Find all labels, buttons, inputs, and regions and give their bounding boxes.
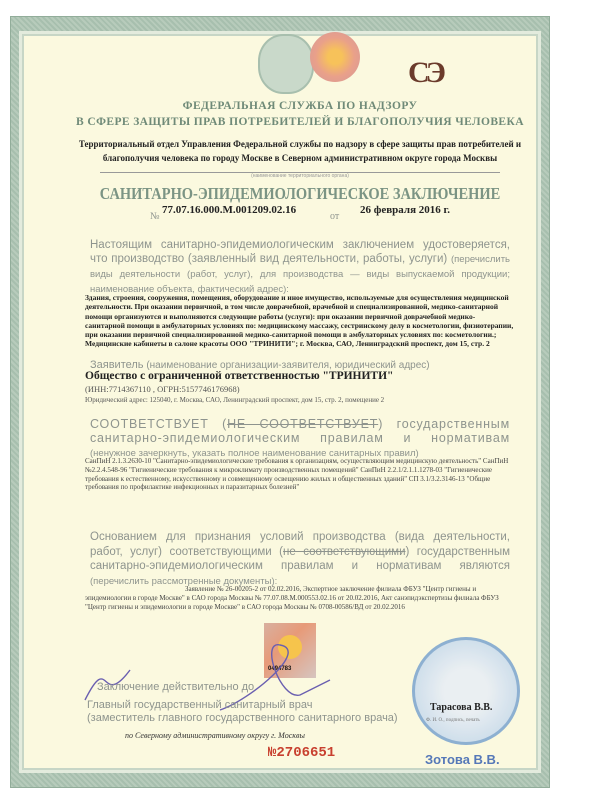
- signer-caption: Ф. И. О., подпись, печать: [426, 718, 480, 723]
- blank-number: №2706651: [268, 745, 336, 761]
- deputy-doctor: (заместитель главного государственного санитарного врача): [87, 712, 398, 724]
- number-prefix: №: [150, 211, 160, 222]
- agency-line-1: ФЕДЕРАЛЬНАЯ СЛУЖБА ПО НАДЗОРУ: [182, 100, 418, 112]
- se-logo: СЭ: [408, 56, 443, 89]
- intro-main: Настоящим санитарно-эпидемиологическим заключением удостоверяется, что производство (заявленный вид деятельности, работы, услуги): [90, 239, 510, 265]
- basis-part1: Основанием для признания условий производства (вида деятельности, работ, услуг) соответствующими (: [90, 531, 510, 558]
- conformity-word: СООТВЕТСТВУЕТ (: [90, 417, 228, 431]
- intro-hint: (перечислить виды деятельности (работ, услуг), для производства — виды выпускаемой продукции; наименование объекта, фактический адрес):: [90, 254, 510, 295]
- date-prefix: от: [330, 211, 340, 222]
- valid-until: Заключение действительно до: [97, 681, 255, 693]
- signer-name: Тарасова В.В.: [430, 702, 493, 713]
- conformity-rest: ) государственным санитарно-эпидемиологическим правилам и нормативам: [90, 417, 510, 445]
- district: по Северному административному округу г. Москвы: [125, 731, 305, 740]
- applicant-address: Юридический адрес: 125040, г. Москва, САО, Ленинградский проспект, дом 15, стр. 2, помещение 2: [85, 396, 385, 404]
- conformity-hint: (ненужное зачеркнуть, указать полное наименование санитарных правил): [90, 448, 419, 459]
- intro-text: [90, 238, 510, 297]
- basis-hint: (перечислить рассмотренные документы):: [90, 575, 278, 587]
- territorial-office: Территориальный отдел Управления Федеральной службы по надзору в сфере защиты прав потребителей и благополучия человека по городу Москве в Северном административном округе города Москвы: [78, 139, 522, 163]
- chief-doctor: Главный государственный санитарный врач: [87, 699, 313, 711]
- struck-not-corresponding: не соответствующими: [283, 545, 406, 558]
- hologram-code: 0494783: [268, 666, 292, 672]
- basis-part2: ) государственным санитарно-эпидемиологическим правилам и нормативам являются: [90, 545, 510, 572]
- applicant-ids: (ИНН:7714367110 , ОГРН:5157746176968): [85, 384, 240, 394]
- round-stamp: [412, 637, 520, 745]
- sanitary-rules: СанПиН 2.1.3.2630-10 "Санитарно-эпидемиологические требования к организациям, осуществляющим медицинскую деятельность" СанПиН №2.2.4.548-96 "Гигиенические требования к микроклимату производственных помещений" СанПиН 2.2.1/2.1.1.1278-03 "Гигиенические требования к естественному, искусственному и совмещенному освещению жилых и общественных зданий" СП 3.1/3.2.3146-13 "Общие требования по профилактике инфекционных и паразитарных болезней": [85, 457, 509, 492]
- certifier-stamp: Зотова В.В.: [425, 752, 500, 767]
- hologram-icon: [310, 32, 360, 82]
- basis-text: [90, 530, 510, 589]
- activity-description: Здания, строения, сооружения, помещения, оборудование и иное имущество, используемые для осуществления медицинской деятельности. При оказании первичной, в том числе доврачебной, врачебной и специализированной, медико-санитарной помощи организуются и выполняются следующие работы (услуги): при оказании первичной доврачебной медико-санитарной помощи в амбулаторных условиях по: медицинскому массажу, сестринскому делу в косметологии, физиотерапии, при оказании первичной специализированной медико-санитарной помощи в амбулаторных условиях по: косметологии.; Медицинские кабинеты в салоне красоты ООО "ТРИНИТИ"; г. Москва, САО, Ленинградский проспект, дом 15, стр. 2: [85, 293, 514, 349]
- certificate-date: 26 февраля 2016 г.: [360, 204, 451, 216]
- applicant-label: Заявитель: [90, 359, 144, 371]
- conformity-text: [90, 417, 510, 461]
- emblem-icon: [258, 34, 314, 94]
- territorial-caption: (наименование территориального органа): [251, 173, 349, 179]
- applicant-name: Общество с ограниченной ответственностью "ТРИНИТИ": [85, 370, 394, 382]
- applicant-hint: (наименование организации-заявителя, юридический адрес): [146, 360, 430, 371]
- agency-line-2: В СФЕРЕ ЗАЩИТЫ ПРАВ ПОТРЕБИТЕЛЕЙ И БЛАГОПОЛУЧИЯ ЧЕЛОВЕКА: [76, 116, 524, 128]
- struck-not-conform: НЕ СООТВЕТСТВУЕТ: [227, 417, 379, 431]
- document-title: САНИТАРНО-ЭПИДЕМИОЛОГИЧЕСКОЕ ЗАКЛЮЧЕНИЕ: [99, 184, 501, 203]
- basis-documents: Заявление № 26-00205-2 от 02.02.2016, Экспертное заключение филиала ФБУЗ "Центр гигиены и эпидемиологии в городе Москве" в САО города Москвы № 77.07.08.М.000553.02.16 от 20.02.2016, Акт санэпидэкспертизы филиала ФБУЗ "Центр гигиены и эпидемиологии в городе Москве" в САО города Москвы № 0708-00586/ВД от 20.02.2016: [85, 585, 499, 611]
- certificate-number: 77.07.16.000.М.001209.02.16: [162, 204, 297, 216]
